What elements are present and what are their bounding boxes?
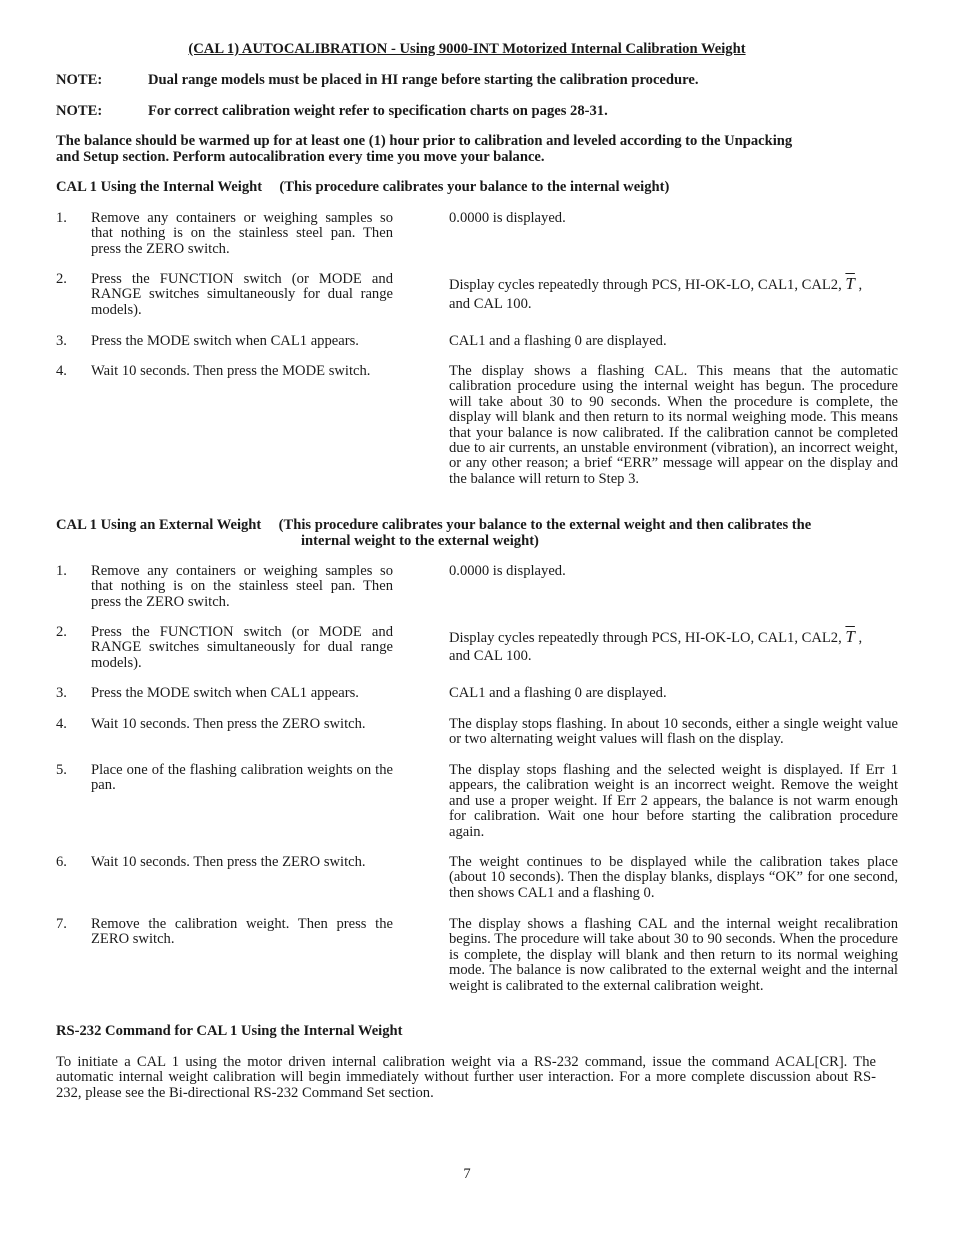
note-label: NOTE: (56, 103, 103, 119)
heading-note: (This procedure calibrates your balance to the external weight and then calibrates the (278, 517, 812, 533)
step-action: Press the FUNCTION switch (or MODE and RANGE switches simultaneously for dual range models). (91, 624, 393, 671)
step-result: 0.0000 is displayed. (449, 563, 566, 579)
tare-symbol: $\overline{T}$ (845, 627, 855, 646)
step-number: 6. (56, 854, 67, 870)
step-result: The display shows a flashing CAL. This means that the automatic calibration procedure using the internal weight has begun. The procedure will take about 30 to 90 seconds. When the procedure is complete, the display will blank and then return to its normal weighing mode. This means that your balance is now calibrated. If the calibration cannot be completed due to air currents, an unstable environment (vibration), an incorrect weight, or any other reason; a brief “ERR” message will appear on the display and the balance will return to Step 3. (449, 363, 898, 487)
step-result (449, 629, 862, 646)
result-text: , (854, 630, 863, 646)
note-label: NOTE: (56, 72, 103, 88)
step-result: CAL1 and a flashing 0 are displayed. (449, 685, 667, 701)
heading-note: internal weight to the external weight) (301, 533, 539, 549)
result-text: Display cycles repeatedly through PCS, HI-OK-LO, CAL1, CAL2, (449, 630, 846, 646)
step-action: Remove any containers or weighing samples so that nothing is on the stainless steel pan. Then press the ZERO switch. (91, 210, 393, 257)
page-title: (CAL 1) AUTOCALIBRATION - Using 9000-INT Motorized Internal Calibration Weight (188, 41, 746, 57)
step-number: 1. (56, 563, 67, 579)
step-number: 7. (56, 916, 67, 932)
step-result: and CAL 100. (449, 648, 532, 664)
step-number: 3. (56, 333, 67, 349)
step-action: Wait 10 seconds. Then press the ZERO switch. (91, 854, 366, 870)
heading-main: CAL 1 Using an External Weight (56, 517, 262, 533)
step-result: 0.0000 is displayed. (449, 210, 566, 226)
step-action: Press the MODE switch when CAL1 appears. (91, 333, 359, 349)
step-number: 2. (56, 271, 67, 287)
step-result: The display stops flashing and the selected weight is displayed. If Err 1 appears, the calibration weight is an incorrect weight. Remove the weight and use a proper weight. If Err 2 appears, the balance is not warm enough for calibration. Wait one hour before starting the calibration procedure again. (449, 762, 898, 840)
rs232-heading: RS-232 Command for CAL 1 Using the Internal Weight (56, 1023, 403, 1039)
step-result: and CAL 100. (449, 296, 532, 312)
step-action: Place one of the flashing calibration weights on the pan. (91, 762, 393, 794)
step-number: 4. (56, 363, 67, 379)
result-text: Display cycles repeatedly through PCS, HI-OK-LO, CAL1, CAL2, (449, 277, 846, 293)
step-result (449, 276, 862, 293)
warmup-line: The balance should be warmed up for at least one (1) hour prior to calibration and leveled according to the Unpacking (56, 133, 793, 149)
step-action: Wait 10 seconds. Then press the MODE switch. (91, 363, 371, 379)
section-heading-internal (56, 180, 669, 195)
rs232-paragraph: To initiate a CAL 1 using the motor driven internal calibration weight via a RS-232 command, issue the command ACAL[CR]. The automatic internal weight calibration will begin immediately without further user interaction. For a more complete discussion about RS-232, please see the Bi-directional RS-232 Command Set section. (56, 1054, 876, 1101)
result-text: , (854, 277, 863, 293)
page-number: 7 (463, 1166, 471, 1182)
tare-symbol: $\overline{T}$ (845, 274, 855, 293)
step-action: Press the MODE switch when CAL1 appears. (91, 685, 359, 701)
note-text: For correct calibration weight refer to specification charts on pages 28-31. (148, 103, 608, 119)
step-number: 3. (56, 685, 67, 701)
step-action: Remove the calibration weight. Then press the ZERO switch. (91, 916, 393, 948)
heading-main: CAL 1 Using the Internal Weight (56, 179, 263, 195)
step-result: The weight continues to be displayed while the calibration takes place (about 10 seconds). Then the display blanks, displays “OK” for one second, then shows CAL1 and a flashing 0. (449, 854, 898, 901)
warmup-line: and Setup section. Perform autocalibration every time you move your balance. (56, 149, 545, 165)
step-result: CAL1 and a flashing 0 are displayed. (449, 333, 667, 349)
step-number: 1. (56, 210, 67, 226)
step-action: Remove any containers or weighing samples so that nothing is on the stainless steel pan. Then press the ZERO switch. (91, 563, 393, 610)
step-number: 4. (56, 716, 67, 732)
step-action: Press the FUNCTION switch (or MODE and RANGE switches simultaneously for dual range models). (91, 271, 393, 318)
step-number: 5. (56, 762, 67, 778)
heading-note: (This procedure calibrates your balance to the internal weight) (279, 179, 670, 195)
step-action: Wait 10 seconds. Then press the ZERO switch. (91, 716, 366, 732)
section-heading-external (56, 518, 811, 533)
step-result: The display stops flashing. In about 10 seconds, either a single weight value or two alternating weight values will flash on the display. (449, 716, 898, 748)
note-text: Dual range models must be placed in HI range before starting the calibration procedure. (148, 72, 699, 88)
step-result: The display shows a flashing CAL and the internal weight recalibration begins. The procedure will take about 30 to 90 seconds. When the procedure is complete, the display will blank and then return to its normal weighing mode. The balance is now calibrated to the external weight and the internal weight is calibrated to the external calibration weight. (449, 916, 898, 994)
step-number: 2. (56, 624, 67, 640)
